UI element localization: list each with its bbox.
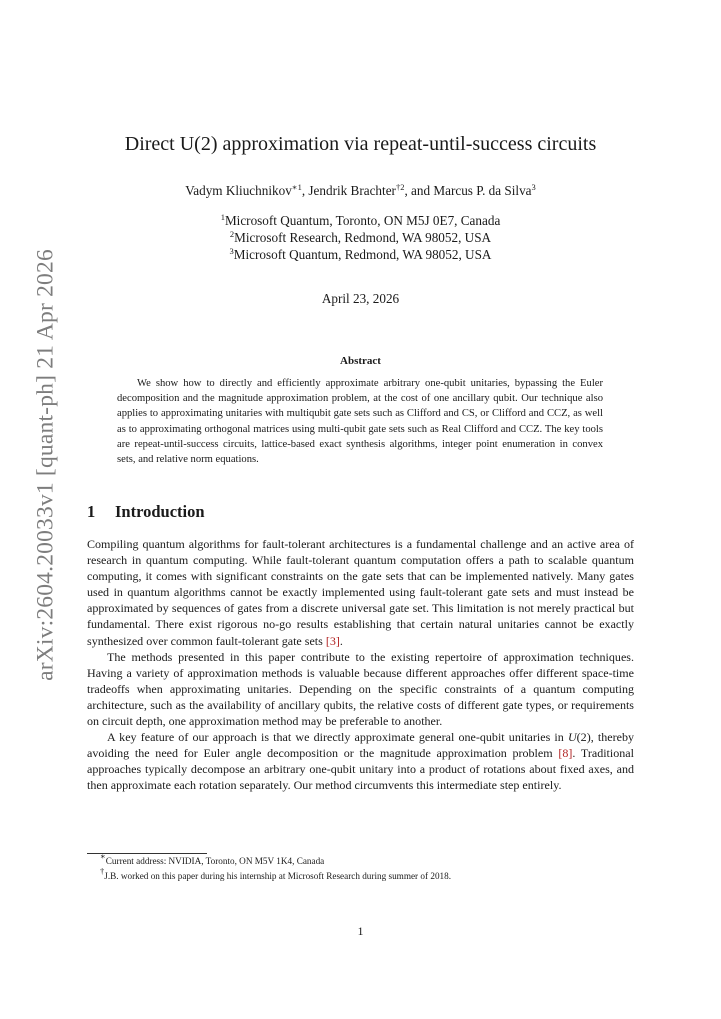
abstract-heading: Abstract — [340, 355, 381, 367]
abstract-text: We show how to directly and efficiently approximate arbitrary one-qubit unitaries, bypassing the Euler decomposition and the magnitude approximation problem, at the cost of one ancillary qubit. Our technique also applies to approximating unitaries with multiqubit gate sets such as Clifford and CS, or Clifford and CCZ, as well as to approximating orthogonal matrices using multi-qubit gate sets such as Real Clifford and CCZ. The key tools are repeat-until-success circuits, lattice-based exact synthesis algorithms, integer point enumeration in convex sets, and relative norm equations. — [117, 378, 603, 466]
footnote-text: J.B. worked on this paper during his internship at Microsoft Research during summer of 2018. — [104, 871, 452, 881]
section-number: 1 — [87, 502, 96, 521]
section-body — [87, 536, 634, 794]
footnote — [100, 851, 325, 866]
footnote-mark: ∗ — [100, 851, 106, 861]
paragraph-text: Compiling quantum algorithms for fault-tolerant architectures is a fundamental challenge and an active area of research in quantum computing. While fault-tolerant quantum computation offers a path to scalable quantum computing, it comes with significant constraints on the gate sets that can be implemented natively. Many gates used in quantum algorithms cannot be exactly implemented using fault-tolerant gate sets and must instead be approximated by sequences of gates from a discrete universal gate set. This limitation is not merely practical but fundamental. There exist rigorous no-go results establishing that certain natural unitaries cannot be exactly synthesized over common fault-tolerant gate sets — [87, 537, 634, 648]
body-paragraph — [87, 729, 634, 793]
author-marks: 3 — [531, 182, 536, 192]
body-paragraph — [87, 649, 634, 729]
author-marks: ∗1 — [291, 182, 302, 192]
footnote-mark: † — [100, 866, 105, 876]
citation-link[interactable]: [8] — [558, 746, 573, 761]
paragraph-text: . — [339, 633, 343, 648]
affiliation — [0, 230, 721, 246]
footnote-text: Current address: NVIDIA, Toronto, ON M5V 1K4, Canada — [105, 856, 325, 866]
author-name: Vadym Kliuchnikov — [185, 183, 292, 198]
affiliation-mark: 1 — [220, 212, 225, 222]
author-name: Marcus P. da Silva — [433, 183, 532, 198]
author-name: Jendrik Brachter — [308, 183, 396, 198]
paper-title: Direct U(2) approximation via repeat-until-success circuits — [124, 133, 597, 155]
affiliation-mark: 2 — [229, 229, 235, 239]
footnote — [100, 866, 452, 881]
author-marks: †2 — [395, 182, 405, 192]
paragraph-text: . Traditional approaches typically decompose an arbitrary one-qubit unitary into a product of rotations about fixed axes, and then approximate each rotation separately. Our method circumvents this intermediate step entirely. — [87, 746, 634, 793]
body-paragraph — [87, 536, 634, 649]
affiliation — [0, 247, 721, 263]
paper-date: April 23, 2026 — [321, 291, 400, 306]
section-title: Introduction — [115, 502, 205, 521]
author-list — [0, 183, 721, 199]
page-number: 1 — [357, 924, 364, 938]
paragraph-text: The methods presented in this paper contribute to the existing repertoire of approximation techniques. Having a variety of approximation methods is valuable because different approaches offer different space-time tradeoffs when approximating unitaries. Depending on the specific constraints of a quantum computing architecture, such as the availability of ancillary qubits, the relative costs of different gate types, or requirements on circuit depth, one approximation method may be preferable to another. — [87, 649, 634, 729]
paragraph-text: (2), thereby avoiding the need for Euler angle decomposition or the magnitude approximation problem — [87, 730, 634, 761]
paragraph-text: A key feature of our approach is that we directly approximate general one-qubit unitaries in — [107, 730, 568, 745]
math-text: U — [567, 730, 577, 745]
affiliation — [0, 213, 721, 229]
abstract-body — [117, 376, 603, 467]
affiliation-text: Microsoft Research, Redmond, WA 98052, USA — [234, 230, 492, 245]
arxiv-side-stamp: arXiv:2604.20033v1 [quant-ph] 21 Apr 2026 — [32, 249, 59, 681]
section-heading — [87, 502, 205, 522]
affiliation-text: Microsoft Quantum, Redmond, WA 98052, USA — [233, 247, 492, 262]
citation-link[interactable]: [3] — [325, 633, 340, 648]
affiliation-text: Microsoft Quantum, Toronto, ON M5J 0E7, Canada — [224, 213, 501, 228]
author-separator: , and — [404, 183, 434, 198]
author-separator: , — [301, 183, 309, 198]
affiliation-mark: 3 — [229, 246, 234, 256]
